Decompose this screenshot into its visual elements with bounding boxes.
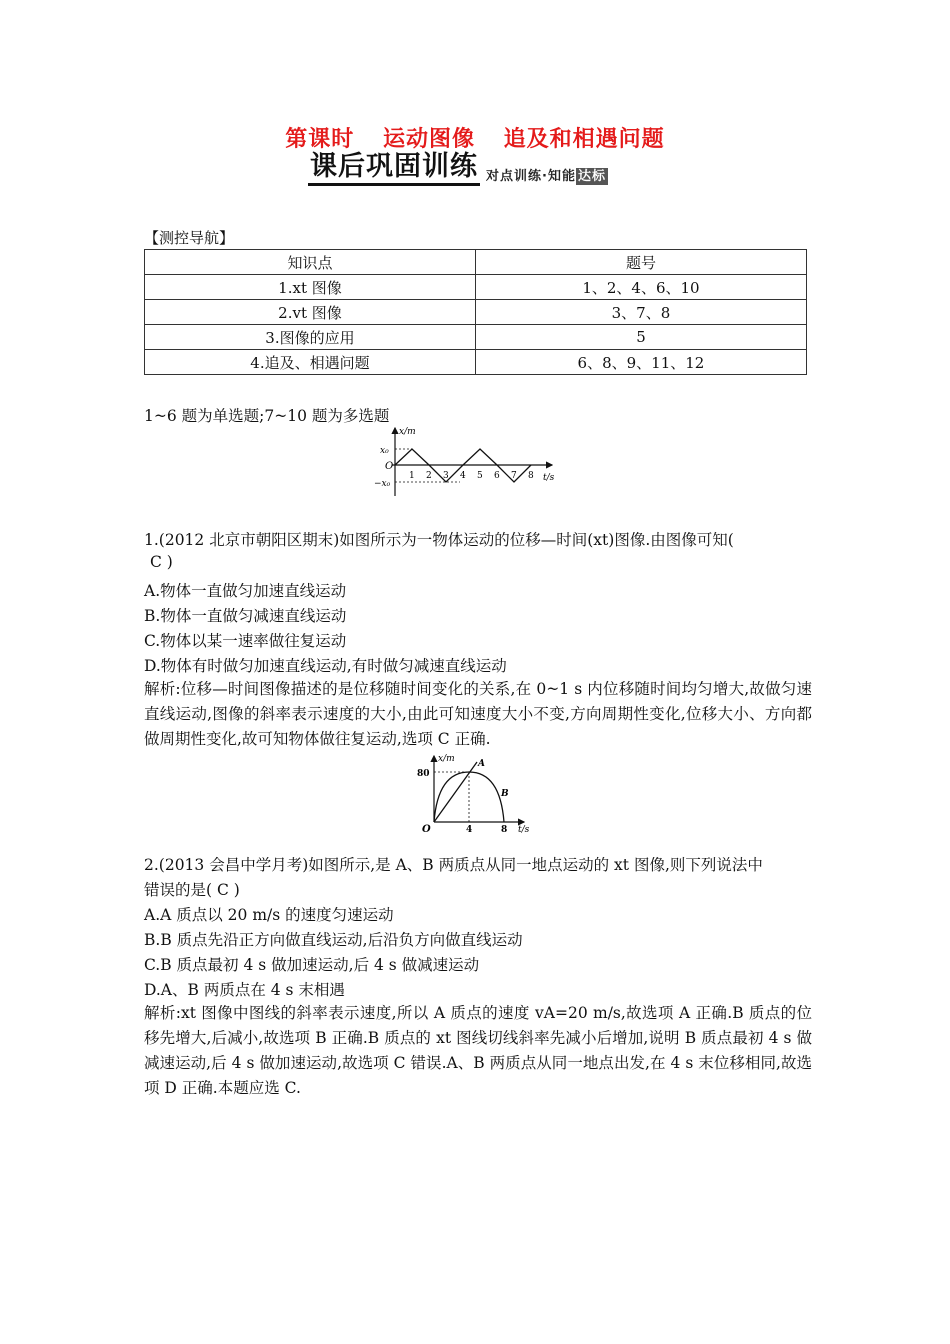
title-part-1: 第课时 — [285, 127, 355, 152]
x-axis-label: t/s — [518, 825, 530, 835]
q1-option-b: B.物体一直做匀减速直线运动 — [144, 607, 347, 625]
nav-label: 【测控导航】 — [144, 229, 235, 247]
q1-option-c: C.物体以某一速率做往复运动 — [144, 632, 347, 650]
origin-label: O — [422, 824, 431, 835]
lesson-title — [0, 122, 950, 153]
x-tick-8: 8 — [501, 825, 508, 835]
y-tick-x0: x₀ — [380, 446, 389, 456]
table-header-cell: 知识点 — [145, 250, 476, 275]
q2-analysis: 解析:xt 图像中图线的斜率表示速度,所以 A 质点的速度 vA=20 m/s,故选项 A 正确.B 质点的位移先增大,后减小,故选项 B 正确.B 质点的 xt 图线切线斜率先减小后增加,说明 B 质点最初 4 s 做减速运动,后 4 s 做加速运动,故选项 C 错误.A、B 两质点从同一地点出发,在 4 s 末位移相同,故选项 D 正确.本题应选 C. — [144, 1004, 812, 1097]
table-cell: 6、8、9、11、12 — [475, 350, 806, 375]
q2-option-d: D.A、B 两质点在 4 s 末相遇 — [144, 981, 345, 999]
figure-1-xt-graph — [360, 422, 570, 502]
y-axis-label: x/m — [399, 427, 416, 437]
q1-stem-line-1: 1.(2012 北京市朝阳区期末)如图所示为一物体运动的位移—时间(xt)图像.由图像可知( — [144, 531, 734, 549]
q2-option-a: A.A 质点以 20 m/s 的速度匀速运动 — [144, 906, 394, 924]
banner-sub-text: 对点训练·知能 — [486, 169, 576, 184]
banner-sub-highlight: 达标 — [577, 169, 606, 184]
table-row — [145, 300, 807, 325]
table-row — [145, 275, 807, 300]
x-tick: 2 — [426, 471, 432, 481]
table-header-row — [145, 250, 807, 275]
x-tick: 5 — [477, 471, 483, 481]
banner-sub — [486, 165, 608, 184]
q2-stem-line-1: 2.(2013 会昌中学月考)如图所示,是 A、B 两质点从同一地点运动的 xt 图像,则下列说法中 — [144, 856, 763, 874]
table-cell: 4.追及、相遇问题 — [145, 350, 476, 375]
figure-2-xt-graph — [412, 752, 542, 836]
table-header-cell: 题号 — [475, 250, 806, 275]
q1-analysis: 解析:位移—时间图像描述的是位移随时间变化的关系,在 0~1 s 内位移随时间均匀增大,故做匀速直线运动,图像的斜率表示速度的大小,由此可知速度大小不变,方向周期性变化,位移大小、方向都做周期性变化,故可知物体做往复运动,选项 C 正确. — [144, 680, 812, 748]
q1-option-a: A.物体一直做匀加速直线运动 — [144, 582, 347, 600]
x-tick-4: 4 — [466, 825, 473, 835]
q2-option-b: B.B 质点先沿正方向做直线运动,后沿负方向做直线运动 — [144, 931, 523, 949]
table-cell: 2.vt 图像 — [145, 300, 476, 325]
curve-label-a: A — [478, 759, 485, 769]
origin-label: O — [385, 461, 394, 472]
q1-stem-line-2: C ) — [150, 553, 173, 571]
table-cell: 1、2、4、6、10 — [475, 275, 806, 300]
x-tick: 3 — [443, 471, 449, 481]
y-tick-80: 80 — [417, 769, 430, 779]
x-tick: 4 — [460, 471, 466, 481]
q2-option-c: C.B 质点最初 4 s 做加速运动,后 4 s 做减速运动 — [144, 956, 480, 974]
q2-stem-line-2: 错误的是( C ) — [144, 881, 240, 899]
title-part-2: 运动图像 — [382, 127, 475, 152]
x-tick: 6 — [494, 471, 500, 481]
q1-option-d: D.物体有时做匀加速直线运动,有时做匀减速直线运动 — [144, 657, 507, 675]
title-part-3: 追及和相遇问题 — [503, 127, 665, 152]
table-cell: 3.图像的应用 — [145, 325, 476, 350]
knowledge-table — [144, 249, 807, 375]
table-cell: 5 — [475, 325, 806, 350]
table-row — [145, 325, 807, 350]
table-cell: 3、7、8 — [475, 300, 806, 325]
y-axis-label: x/m — [438, 754, 455, 764]
section-banner — [308, 152, 608, 186]
x-axis-label: t/s — [543, 473, 555, 483]
x-tick: 8 — [528, 471, 534, 481]
question-type-note: 1~6 题为单选题;7~10 题为多选题 — [144, 407, 390, 425]
x-tick: 7 — [511, 471, 517, 481]
y-tick-neg-x0: −x₀ — [374, 479, 391, 489]
curve-label-b: B — [501, 789, 509, 799]
table-cell: 1.xt 图像 — [145, 275, 476, 300]
banner-main: 课后巩固训练 — [308, 152, 480, 186]
x-tick: 1 — [409, 471, 415, 481]
table-row — [145, 350, 807, 375]
